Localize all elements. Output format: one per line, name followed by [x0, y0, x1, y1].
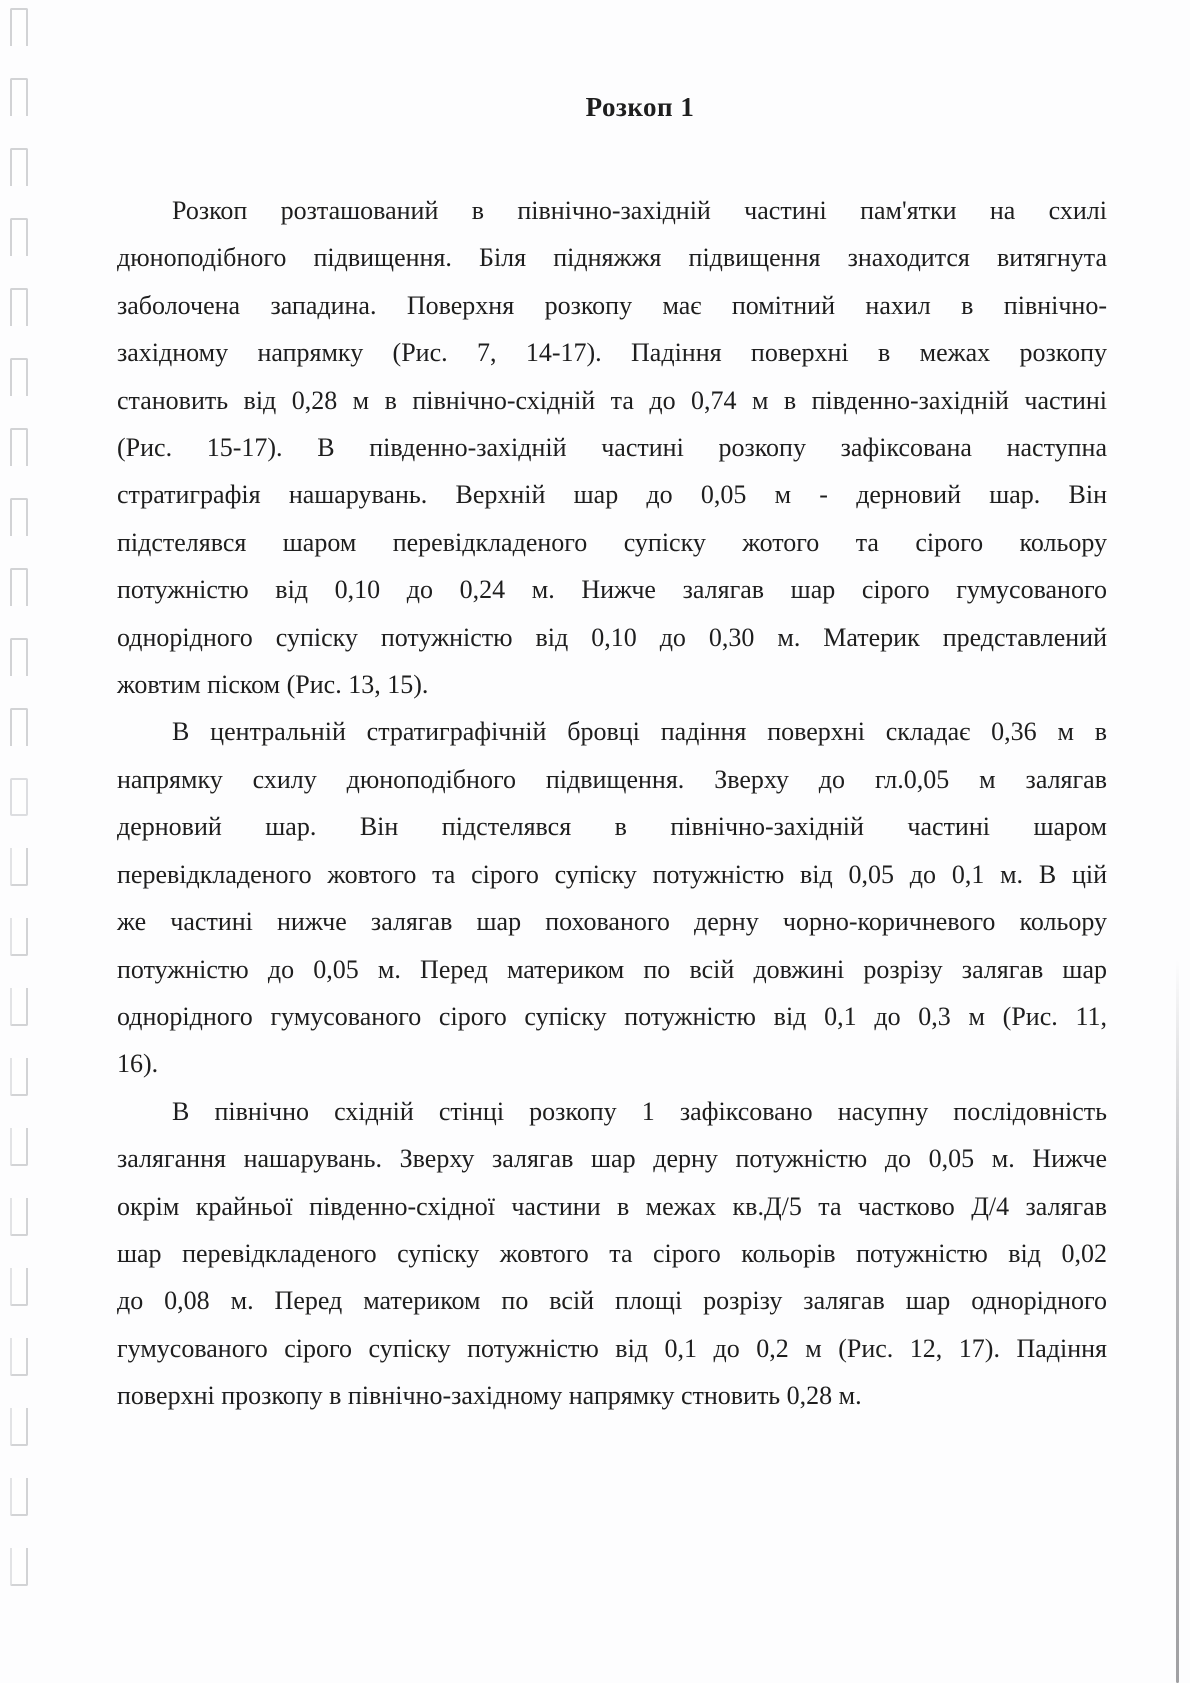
- text-line: В центральній стратиграфічній бровці падіння поверхні складає 0,36 м в: [172, 717, 1107, 747]
- binding-hole-icon: [10, 778, 28, 816]
- binding-hole-icon: [10, 148, 28, 186]
- text-line: однорідного супіску потужністю від 0,10 до 0,30 м. Материк представлений: [117, 622, 1107, 652]
- text-line: дерновий шар. Він підстелявся в північно-західній частині шаром: [117, 812, 1107, 842]
- binding-hole-icon: [10, 428, 28, 466]
- text-line: західному напрямку (Рис. 7, 14-17). Падіння поверхні в межах розкопу: [117, 338, 1107, 368]
- binding-hole-icon: [10, 848, 28, 886]
- text-line: однорідного гумусованого сірого супіску потужністю від 0,1 до 0,3 м (Рис. 11,: [117, 1001, 1107, 1031]
- binding-hole-icon: [10, 498, 28, 536]
- text-line: заболочена западина. Поверхня розкопу має помітний нахил в північно-: [117, 290, 1107, 320]
- binding-hole-icon: [10, 918, 28, 956]
- binding-hole-icon: [10, 218, 28, 256]
- text-line: же частині нижче залягав шар похованого дерну чорно-коричневого кольору: [117, 907, 1107, 937]
- binding-hole-icon: [10, 1478, 28, 1516]
- binding-hole-icon: [10, 1268, 28, 1306]
- binding-hole-icon: [10, 358, 28, 396]
- text-line: 16).: [117, 1049, 159, 1079]
- binding-hole-icon: [10, 708, 28, 746]
- text-line: перевідкладеного жовтого та сірого супіску потужністю від 0,05 до 0,1 м. В цій: [117, 859, 1107, 889]
- text-line: дюноподібного підвищення. Біля підняжжя підвищення знаходится витягнута: [117, 243, 1107, 273]
- paper-edge-shadow: [1176, 960, 1179, 1683]
- binding-hole-icon: [10, 1548, 28, 1586]
- text-line: залягання нашарувань. Зверху залягав шар дерну потужністю до 0,05 м. Нижче: [117, 1144, 1107, 1174]
- text-line: становить від 0,28 м в північно-східній та до 0,74 м в південно-західній частині: [117, 385, 1107, 415]
- text-line: жовтим піском (Рис. 13, 15).: [117, 670, 429, 700]
- binding-hole-icon: [10, 1128, 28, 1166]
- binding-hole-icon: [10, 988, 28, 1026]
- text-line: напрямку схилу дюноподібного підвищення. Зверху до гл.0,05 м залягав: [117, 764, 1107, 794]
- text-line: до 0,08 м. Перед материком по всій площі розрізу залягав шар однорідного: [117, 1286, 1107, 1316]
- text-line: Розкоп розташований в північно-західній частині пам'ятки на схилі: [172, 196, 1107, 225]
- text-line: потужністю до 0,05 м. Перед материком по всій довжині розрізу залягав шар: [117, 954, 1107, 984]
- binding-hole-icon: [10, 8, 28, 46]
- binding-hole-icon: [10, 1338, 28, 1376]
- text-line: поверхні прозкопу в північно-західному напрямку стновить 0,28 м.: [117, 1381, 862, 1411]
- document-title: Розкоп 1: [585, 92, 695, 122]
- binding-hole-icon: [10, 638, 28, 676]
- text-line: стратиграфія нашарувань. Верхній шар до 0,05 м - дерновий шар. Він: [117, 480, 1107, 510]
- binding-hole-icon: [10, 1058, 28, 1096]
- document-body: [117, 187, 1107, 1420]
- text-line: (Рис. 15-17). В південно-західній частині розкопу зафіксована наступна: [117, 433, 1107, 463]
- binding-hole-icon: [10, 78, 28, 116]
- binding-hole-icon: [10, 1408, 28, 1446]
- binding-hole-icon: [10, 568, 28, 606]
- text-line: шар перевідкладеного супіску жовтого та сірого кольорів потужністю від 0,02: [117, 1238, 1107, 1268]
- text-line: гумусованого сірого супіску потужністю від 0,1 до 0,2 м (Рис. 12, 17). Падіння: [117, 1333, 1107, 1363]
- text-line: підстелявся шаром перевідкладеного супіску жотого та сірого кольору: [117, 527, 1107, 557]
- binding-hole-icon: [10, 1198, 28, 1236]
- binding-hole-icon: [10, 288, 28, 326]
- text-line: потужністю від 0,10 до 0,24 м. Нижче залягав шар сірого гумусованого: [117, 575, 1107, 605]
- text-line: В північно східній стінці розкопу 1 зафіксовано насупну послідовність: [172, 1096, 1107, 1126]
- document-content: [117, 84, 1107, 1420]
- text-line: окрім крайньої південно-східної частини в межах кв.Д/5 та частково Д/4 залягав: [117, 1191, 1107, 1221]
- binding-marks: [0, 0, 40, 1683]
